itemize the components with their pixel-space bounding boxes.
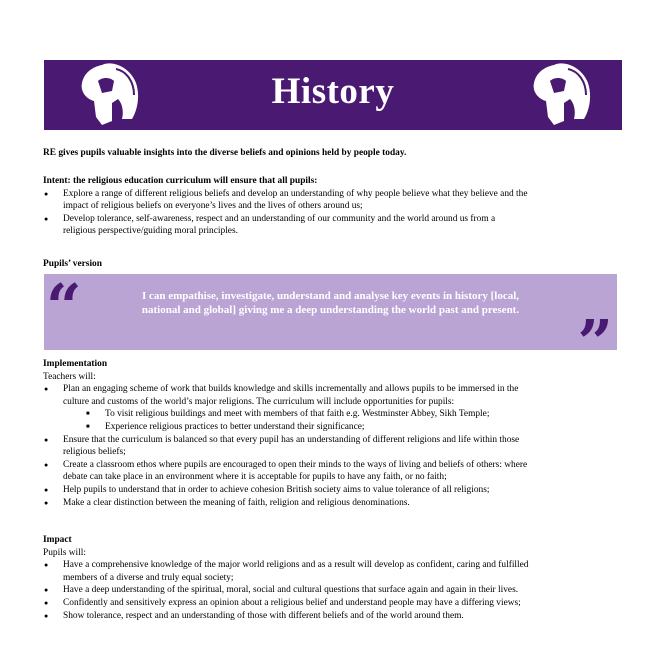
implementation-section [43,358,527,509]
intent-section [43,175,528,238]
list-item: ● Have a comprehensive knowledge of the major world religions and as a result will develop as confident, caring and fulfilled members of a diverse and truly equal society; [43,559,528,584]
impact-subheading: Pupils will: [43,547,86,558]
page-title: History [271,71,395,112]
implementation-subheading: Teachers will: [43,371,96,382]
close-quote-icon: ” [577,306,613,379]
list-item: ● Make a clear distinction between the meaning of faith, religion and religious denominations. [43,497,527,510]
open-quote-icon: “ [46,270,82,343]
list-item: ● Develop tolerance, self-awareness, respect and an understanding of our community and the world around us from a religious perspective/guiding moral principles. [43,213,528,238]
intro-text: RE gives pupils valuable insights into the diverse beliefs and opinions held by people today. [43,148,407,158]
list-item: ● Have a deep understanding of the spiritual, moral, social and cultural questions that surface again and again in their lives. [43,584,528,597]
list-item: ● Plan an engaging scheme of work that builds knowledge and skills incrementally and allows pupils to be immersed in the culture and customs of the world’s major religions. The curriculum will include opportunities for pupils: [43,383,527,408]
impact-section [43,534,528,622]
sub-list-item: ■ Experience religious practices to better understand their significance; [43,421,527,434]
list-item: ● Ensure that the curriculum is balanced so that every pupil has an understanding of different religions and life within those religious beliefs; [43,434,527,459]
list-item: ● Help pupils to understand that in order to achieve cohesion British society aims to value tolerance of all religions; [43,484,527,497]
pupils-quote: I can empathise, investigate, understand and analyse key events in history [local, national and global] giving me a deep understanding the world past and present. [141,290,520,316]
list-item: ● Create a classroom ethos where pupils are encouraged to open their minds to the ways of living and beliefs of others: where debate can take place in an environment where it is acceptable for pupils to have any faith, or no faith; [43,459,527,484]
impact-heading: Impact [43,535,72,545]
intent-heading: Intent: the religious education curriculum will ensure that all pupils: [43,176,318,186]
spartan-helmet-icon [524,61,596,129]
sub-list-item: ■ To visit religious buildings and meet with members of that faith e.g. Westminster Abbey, Sikh Temple; [43,408,527,421]
list-item: ● Explore a range of different religious beliefs and develop an understanding of why people believe what they believe and the impact of religious beliefs on everyone’s lives and the lives of others around us; [43,188,528,213]
list-item: ● Confidently and sensitively express an opinion about a religious belief and understand people may have a differing views; [43,597,528,610]
list-item: ● Show tolerance, respect and an understanding of those with different beliefs and of the world around them. [43,610,528,623]
header-banner [44,60,622,130]
implementation-heading: Implementation [43,359,108,369]
pupils-version-heading: Pupils’ version [43,259,102,269]
